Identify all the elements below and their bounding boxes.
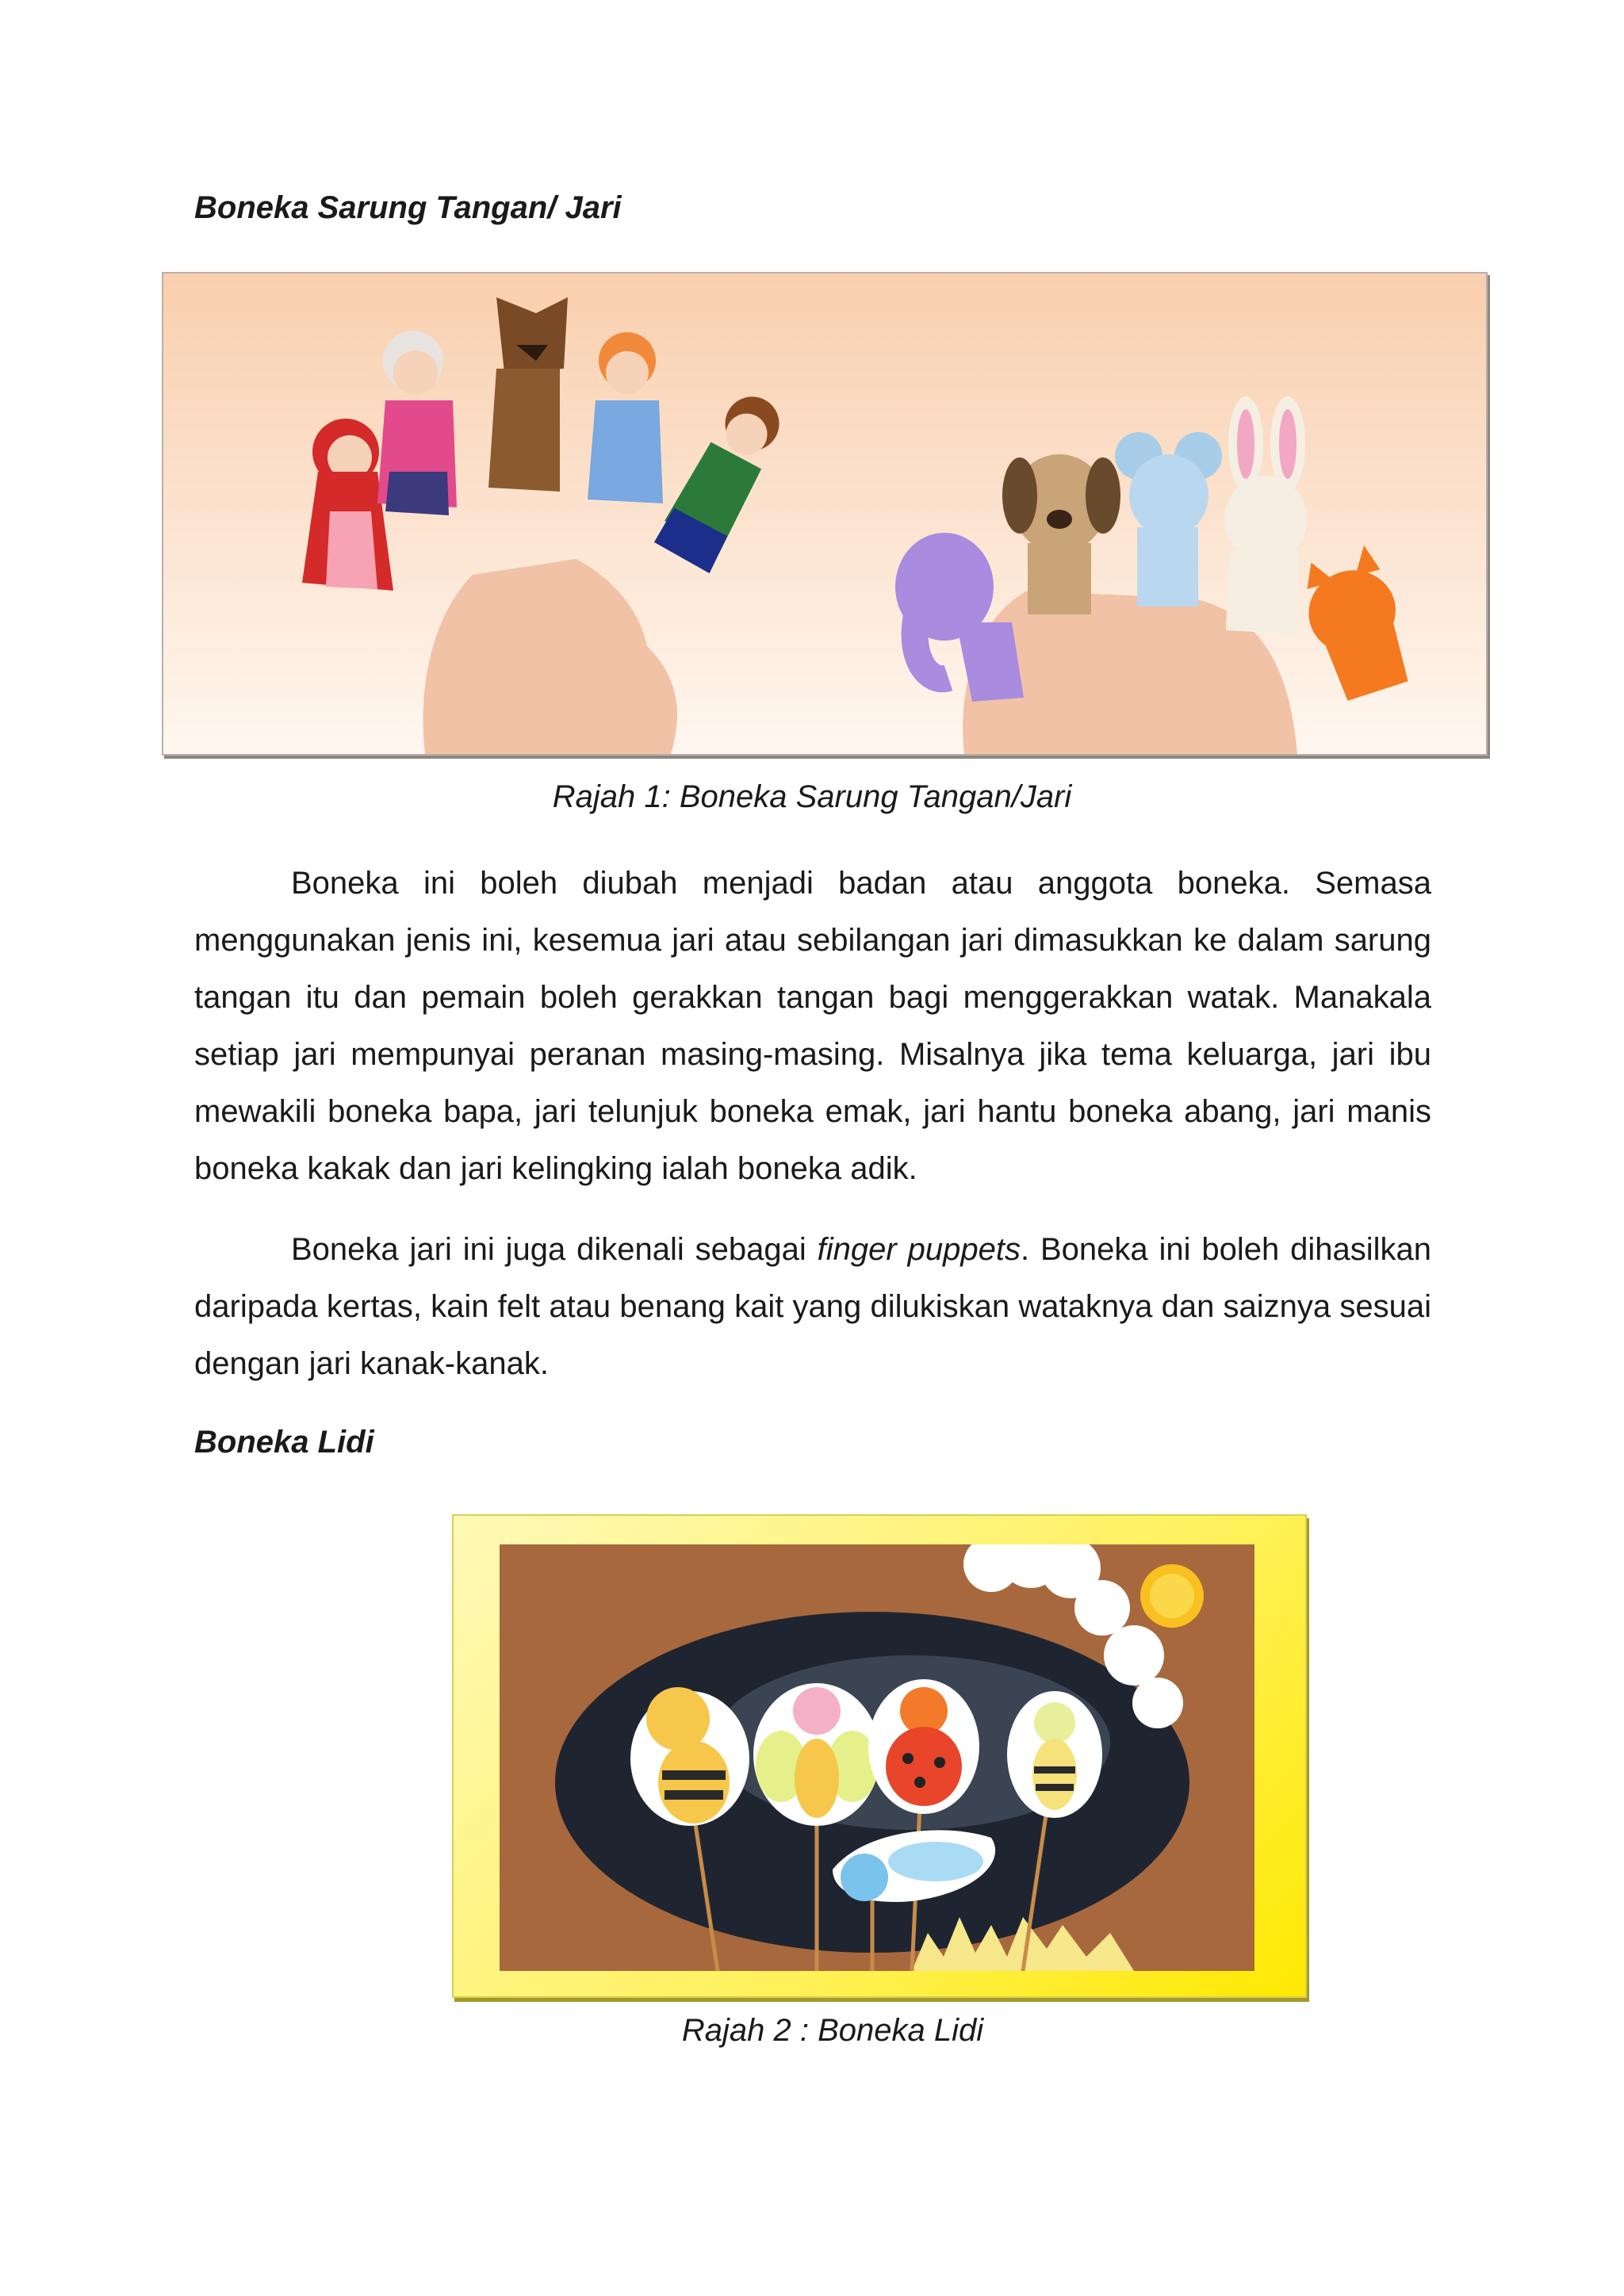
section-heading-finger-puppet: Boneka Sarung Tangan/ Jari bbox=[194, 190, 622, 225]
paragraph-1: Boneka ini boleh diubah menjadi badan atau anggota boneka. Semasa menggunakan jenis ini, kesemua jari atau sebilangan jari dimasukkan ke dalam sarung tangan itu dan pemain boleh gerakkan tangan bagi menggerakkan watak. Manakala setiap jari mempunyai peranan masing-masing. Misalnya jika tema keluarga, jari ibu mewakili boneka bapa, jari telunjuk boneka emak, jari hantu boneka abang, jari manis boneka kakak dan jari kelingking ialah boneka adik. bbox=[194, 866, 1431, 1186]
figure1-caption: Rajah 1: Boneka Sarung Tangan/Jari bbox=[552, 779, 1072, 814]
stick-puppet-photo-frame bbox=[452, 1514, 1307, 1998]
stick-puppet-photo bbox=[500, 1544, 1254, 1971]
paragraph-2-italic-term: finger puppets bbox=[817, 1232, 1021, 1267]
finger-puppet-photo bbox=[162, 272, 1488, 756]
section-heading-stick-puppet: Boneka Lidi bbox=[194, 1425, 374, 1460]
paragraph-2 bbox=[194, 1221, 1431, 1392]
paragraph-2-text-b: . Boneka ini boleh dihasilkan daripada kertas, kain felt atau benang kait yang dilukiskan wataknya dan saiznya sesuai dengan jari kanak-kanak. bbox=[194, 1232, 1432, 1381]
paragraph-2-text-a: Boneka jari ini juga dikenali sebagai bbox=[291, 1232, 818, 1267]
figure2-caption: Rajah 2 : Boneka Lidi bbox=[681, 2013, 984, 2048]
